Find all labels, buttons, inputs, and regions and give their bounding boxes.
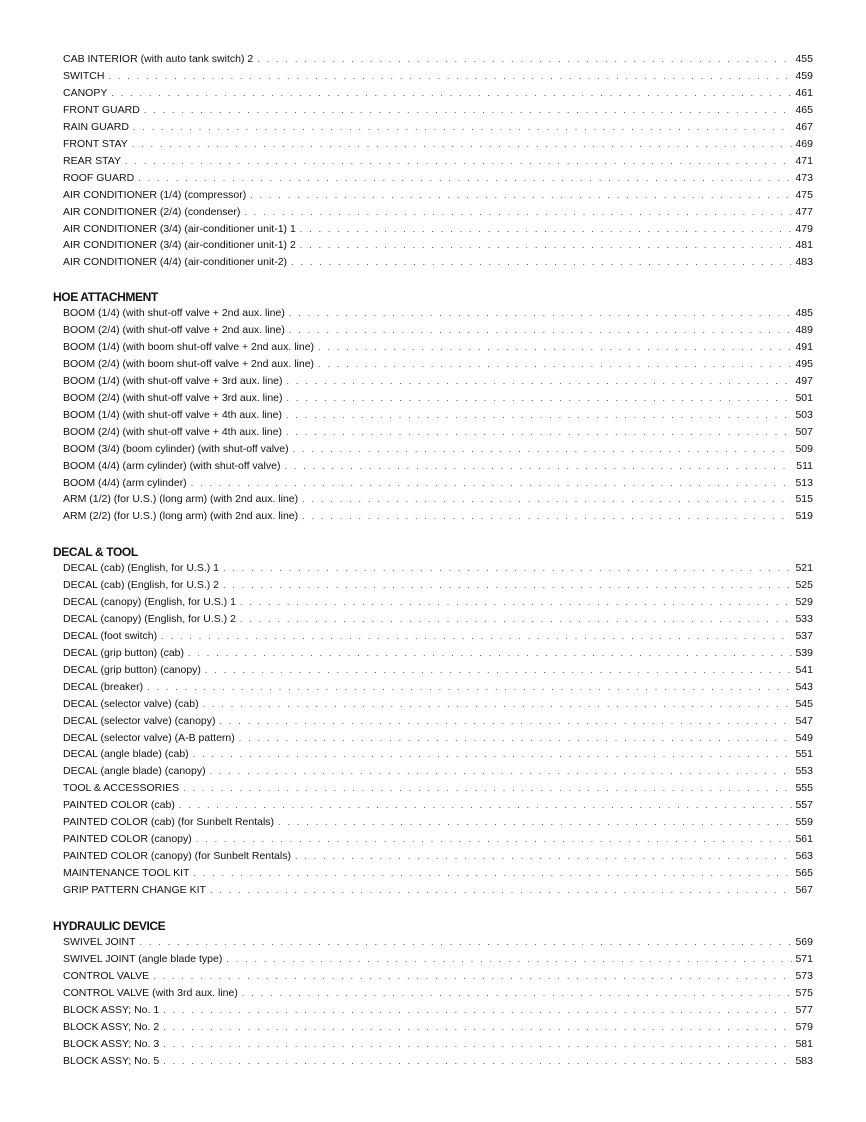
toc-entry-label: FRONT GUARD [63, 104, 144, 116]
toc-entry-label: PAINTED COLOR (canopy) (for Sunbelt Rentals) [63, 850, 295, 862]
dot-leader [286, 428, 793, 437]
toc-entry-page-number: 497 [795, 374, 813, 387]
toc-entry[interactable] [63, 104, 813, 121]
dot-leader [161, 632, 792, 641]
toc-entry-page-number: 491 [795, 340, 813, 353]
toc-entry-label: BOOM (4/4) (arm cylinder) [63, 477, 191, 489]
dot-leader [163, 1023, 792, 1032]
toc-entry-page-number: 503 [795, 408, 813, 421]
toc-entry-label: DECAL (angle blade) (cab) [63, 748, 193, 760]
toc-entry[interactable] [63, 850, 813, 867]
toc-entry-page-number: 553 [795, 765, 813, 778]
dot-leader [287, 377, 793, 386]
toc-entry[interactable] [63, 409, 813, 426]
dot-leader [111, 89, 792, 98]
toc-entry[interactable] [63, 630, 813, 647]
toc-entry[interactable] [63, 172, 813, 189]
dot-leader [300, 241, 793, 250]
toc-entry-page-number: 481 [795, 239, 813, 252]
dot-leader [125, 157, 793, 166]
toc-entry[interactable] [63, 579, 813, 596]
toc-entry-label: DECAL (grip button) (cab) [63, 647, 188, 659]
dot-leader [153, 972, 792, 981]
toc-entry[interactable] [63, 1021, 813, 1038]
toc-entry-label: BOOM (1/4) (with shut-off valve + 4th aux. line) [63, 409, 286, 421]
toc-entry[interactable] [63, 1038, 813, 1055]
toc-entry[interactable] [63, 206, 813, 223]
toc-entry-page-number: 501 [795, 391, 813, 404]
toc-entry-page-number: 573 [795, 969, 813, 982]
toc-entry-page-number: 515 [795, 493, 813, 506]
toc-entry-label: BOOM (1/4) (with shut-off valve + 3rd aux. line) [63, 375, 287, 387]
toc-entry-label: DECAL (selector valve) (A-B pattern) [63, 732, 239, 744]
toc-entry-label: AIR CONDITIONER (3/4) (air-conditioner unit-1) 1 [63, 223, 300, 235]
dot-leader [250, 191, 792, 200]
toc-entry[interactable] [63, 70, 813, 87]
dot-leader [240, 615, 793, 624]
toc-entry[interactable] [63, 664, 813, 681]
toc-entry[interactable] [63, 613, 813, 630]
toc-entry-label: BOOM (2/4) (with shut-off valve + 3rd aux. line) [63, 392, 287, 404]
dot-leader [205, 666, 793, 675]
toc-entry-label: RAIN GUARD [63, 121, 133, 133]
toc-entry-page-number: 561 [795, 833, 813, 846]
toc-entry-page-number: 521 [795, 562, 813, 574]
toc-entry[interactable] [63, 426, 813, 443]
toc-entry[interactable] [63, 698, 813, 715]
toc-entry[interactable] [63, 596, 813, 613]
toc-entry-page-number: 583 [795, 1054, 813, 1067]
dot-leader [138, 174, 792, 183]
toc-entry[interactable] [63, 765, 813, 782]
toc-entry[interactable] [63, 799, 813, 816]
dot-leader [239, 734, 793, 743]
toc-entry-label: BLOCK ASSY; No. 2 [63, 1021, 163, 1033]
toc-entry-label: DECAL (selector valve) (cab) [63, 698, 203, 710]
section-heading: DECAL & TOOL [53, 545, 138, 559]
toc-entry-label: DECAL (foot switch) [63, 630, 161, 642]
toc-entry-label: FRONT STAY [63, 138, 132, 150]
toc-entry-label: MAINTENANCE TOOL KIT [63, 867, 193, 879]
toc-entry-label: DECAL (angle blade) (canopy) [63, 765, 210, 777]
toc-entry[interactable] [63, 936, 813, 953]
toc-entry-label: AIR CONDITIONER (4/4) (air-conditioner unit-2) [63, 256, 291, 268]
toc-entry[interactable] [63, 987, 813, 1004]
toc-entry-label: BOOM (1/4) (with boom shut-off valve + 2nd aux. line) [63, 341, 318, 353]
toc-entry-page-number: 489 [795, 323, 813, 336]
toc-entry-page-number: 477 [795, 205, 813, 218]
toc-entry-page-number: 507 [795, 425, 813, 438]
toc-entry[interactable] [63, 970, 813, 987]
toc-entry[interactable] [63, 53, 813, 70]
toc-entry-page-number: 545 [795, 697, 813, 710]
toc-entry-page-number: 581 [795, 1037, 813, 1050]
toc-entry-page-number: 465 [795, 103, 813, 116]
dot-leader [286, 411, 793, 420]
toc-entry-page-number: 557 [795, 799, 813, 812]
toc-entry-label: BLOCK ASSY; No. 1 [63, 1004, 163, 1016]
toc-entry-page-number: 471 [795, 154, 813, 167]
toc-entry-label: BOOM (2/4) (with shut-off valve + 2nd aux. line) [63, 324, 289, 336]
toc-entry[interactable] [63, 307, 813, 324]
toc-entry[interactable] [63, 953, 813, 970]
toc-entry-page-number: 495 [795, 357, 813, 370]
dot-leader [284, 462, 793, 471]
dot-leader [163, 1057, 792, 1066]
toc-entry[interactable] [63, 239, 813, 256]
dot-leader [147, 683, 792, 692]
toc-entry-page-number: 483 [795, 256, 813, 269]
dot-leader [140, 938, 793, 947]
dot-leader [210, 886, 793, 895]
dot-leader [291, 258, 792, 267]
toc-entry-label: DECAL (selector valve) (canopy) [63, 715, 220, 727]
toc-entry[interactable] [63, 1004, 813, 1021]
toc-entry-label: SWITCH [63, 70, 108, 82]
toc-entry-label: DECAL (breaker) [63, 681, 147, 693]
dot-leader [289, 326, 793, 335]
toc-entry-label: PAINTED COLOR (cab) (for Sunbelt Rentals) [63, 816, 278, 828]
toc-entry-page-number: 571 [795, 952, 813, 965]
toc-entry-page-number: 575 [795, 986, 813, 999]
dot-leader [196, 835, 793, 844]
dot-leader [244, 208, 792, 217]
dot-leader [132, 140, 793, 149]
dot-leader [293, 445, 793, 454]
dot-leader [220, 717, 793, 726]
toc-entry-label: ROOF GUARD [63, 172, 138, 184]
toc-entry[interactable] [63, 715, 813, 732]
toc-entry-page-number: 455 [795, 53, 813, 65]
dot-leader [210, 767, 793, 776]
toc-entry[interactable] [63, 510, 813, 527]
toc-entry[interactable] [63, 833, 813, 850]
toc-entry[interactable] [63, 392, 813, 409]
dot-leader [278, 818, 792, 827]
toc-entry-page-number: 519 [795, 510, 813, 523]
dot-leader [242, 989, 793, 998]
toc-entry-label: AIR CONDITIONER (3/4) (air-conditioner unit-1) 2 [63, 239, 300, 251]
toc-entry-label: REAR STAY [63, 155, 125, 167]
toc-entry-label: DECAL (cab) (English, for U.S.) 2 [63, 579, 223, 591]
toc-entry-page-number: 537 [795, 629, 813, 642]
toc-entry-label: BOOM (1/4) (with shut-off valve + 2nd aux. line) [63, 307, 289, 319]
toc-entry-page-number: 559 [795, 816, 813, 829]
toc-entry-page-number: 473 [795, 171, 813, 184]
toc-entry-page-number: 569 [795, 936, 813, 948]
dot-leader [203, 700, 793, 709]
toc-entry[interactable] [63, 884, 813, 901]
toc-entry[interactable] [63, 493, 813, 510]
toc-entry[interactable] [63, 121, 813, 138]
section-heading: HYDRAULIC DEVICE [53, 919, 166, 933]
toc-entry-label: DECAL (canopy) (English, for U.S.) 1 [63, 596, 240, 608]
toc-entry-page-number: 539 [795, 646, 813, 659]
toc-entry-label: PAINTED COLOR (canopy) [63, 833, 196, 845]
toc-entry-page-number: 563 [795, 850, 813, 863]
toc-entry-label: GRIP PATTERN CHANGE KIT [63, 884, 210, 896]
toc-entry-page-number: 541 [795, 663, 813, 676]
dot-leader [223, 581, 792, 590]
dot-leader [240, 598, 793, 607]
toc-entry[interactable] [63, 223, 813, 240]
toc-entry[interactable] [63, 681, 813, 698]
dot-leader [183, 784, 792, 793]
dot-leader [302, 512, 792, 521]
dot-leader [188, 649, 792, 658]
toc-entry-label: BOOM (3/4) (boom cylinder) (with shut-off valve) [63, 443, 293, 455]
toc-entry-page-number: 565 [795, 867, 813, 880]
dot-leader [302, 495, 792, 504]
toc-entry[interactable] [63, 477, 813, 494]
toc-entry-label: SWIVEL JOINT [63, 936, 140, 948]
toc-entry-label: ARM (2/2) (for U.S.) (long arm) (with 2nd aux. line) [63, 510, 302, 522]
toc-entry-page-number: 467 [795, 120, 813, 133]
toc-entry-label: DECAL (cab) (English, for U.S.) 1 [63, 562, 223, 574]
toc-entry[interactable] [63, 1055, 813, 1072]
toc-entry-page-number: 543 [795, 680, 813, 693]
toc-entry-label: CANOPY [63, 87, 111, 99]
toc-entry-label: CONTROL VALVE (with 3rd aux. line) [63, 987, 242, 999]
dot-leader [226, 955, 792, 964]
toc-entry-label: DECAL (grip button) (canopy) [63, 664, 205, 676]
toc-entry-label: AIR CONDITIONER (2/4) (condenser) [63, 206, 244, 218]
dot-leader [163, 1040, 792, 1049]
toc-entry-label: BOOM (4/4) (arm cylinder) (with shut-off valve) [63, 460, 284, 472]
toc-entry-page-number: 459 [795, 69, 813, 82]
toc-entry-page-number: 547 [795, 714, 813, 727]
dot-leader [295, 852, 793, 861]
toc-entry-page-number: 509 [795, 442, 813, 455]
dot-leader [144, 106, 793, 115]
toc-entry[interactable] [63, 748, 813, 765]
toc-entry[interactable] [63, 87, 813, 104]
dot-leader [289, 309, 793, 318]
dot-leader [257, 55, 792, 64]
section-heading: HOE ATTACHMENT [53, 290, 158, 304]
toc-entry-label: BOOM (2/4) (with boom shut-off valve + 2nd aux. line) [63, 358, 318, 370]
toc-entry[interactable] [63, 647, 813, 664]
toc-entry-page-number: 577 [795, 1003, 813, 1016]
toc-entry-page-number: 479 [795, 222, 813, 235]
dot-leader [223, 564, 792, 573]
toc-entry-page-number: 513 [795, 476, 813, 489]
dot-leader [287, 394, 793, 403]
toc-entry[interactable] [63, 155, 813, 172]
toc-entry[interactable] [63, 460, 813, 477]
toc-entry-page-number: 469 [795, 137, 813, 150]
dot-leader [163, 1006, 792, 1015]
toc-entry[interactable] [63, 867, 813, 884]
toc-entry[interactable] [63, 256, 813, 273]
toc-entry-label: CAB INTERIOR (with auto tank switch) 2 [63, 53, 257, 65]
dot-leader [300, 225, 793, 234]
toc-entry-page-number: 461 [795, 86, 813, 99]
dot-leader [193, 869, 792, 878]
toc-entry-page-number: 485 [795, 307, 813, 319]
toc-entry-page-number: 555 [795, 782, 813, 795]
toc-entry-page-number: 511 [796, 459, 813, 472]
dot-leader [108, 72, 792, 81]
toc-entry-label: AIR CONDITIONER (1/4) (compressor) [63, 189, 250, 201]
toc-entry-page-number: 551 [795, 748, 813, 761]
toc-entry-label: SWIVEL JOINT (angle blade type) [63, 953, 226, 965]
toc-entry-page-number: 549 [795, 731, 813, 744]
toc-entry-label: ARM (1/2) (for U.S.) (long arm) (with 2nd aux. line) [63, 493, 302, 505]
toc-entry-label: PAINTED COLOR (cab) [63, 799, 179, 811]
dot-leader [191, 479, 793, 488]
toc-entry-label: BLOCK ASSY; No. 3 [63, 1038, 163, 1050]
toc-entry-label: DECAL (canopy) (English, for U.S.) 2 [63, 613, 240, 625]
toc-entry-page-number: 475 [795, 188, 813, 201]
toc-entry[interactable] [63, 358, 813, 375]
toc-entry[interactable] [63, 341, 813, 358]
toc-entry[interactable] [63, 189, 813, 206]
toc-entry[interactable] [63, 443, 813, 460]
toc-entry-label: BLOCK ASSY; No. 5 [63, 1055, 163, 1067]
toc-entry-page-number: 529 [795, 595, 813, 608]
toc-entry[interactable] [63, 816, 813, 833]
dot-leader [179, 801, 793, 810]
toc-entry-label: BOOM (2/4) (with shut-off valve + 4th aux. line) [63, 426, 286, 438]
toc-entry-label: TOOL & ACCESSORIES [63, 782, 183, 794]
dot-leader [318, 360, 792, 369]
toc-entry-page-number: 579 [795, 1020, 813, 1033]
toc-entry-page-number: 533 [795, 612, 813, 625]
toc-entry[interactable] [63, 138, 813, 155]
toc-entry[interactable] [63, 782, 813, 799]
toc-entry[interactable] [63, 732, 813, 749]
toc-entry[interactable] [63, 562, 813, 579]
dot-leader [193, 750, 793, 759]
dot-leader [133, 123, 793, 132]
dot-leader [318, 343, 792, 352]
toc-entry-page-number: 567 [795, 884, 813, 897]
toc-entry-label: CONTROL VALVE [63, 970, 153, 982]
toc-entry[interactable] [63, 324, 813, 341]
toc-entry-page-number: 525 [795, 578, 813, 591]
toc-entry[interactable] [63, 375, 813, 392]
